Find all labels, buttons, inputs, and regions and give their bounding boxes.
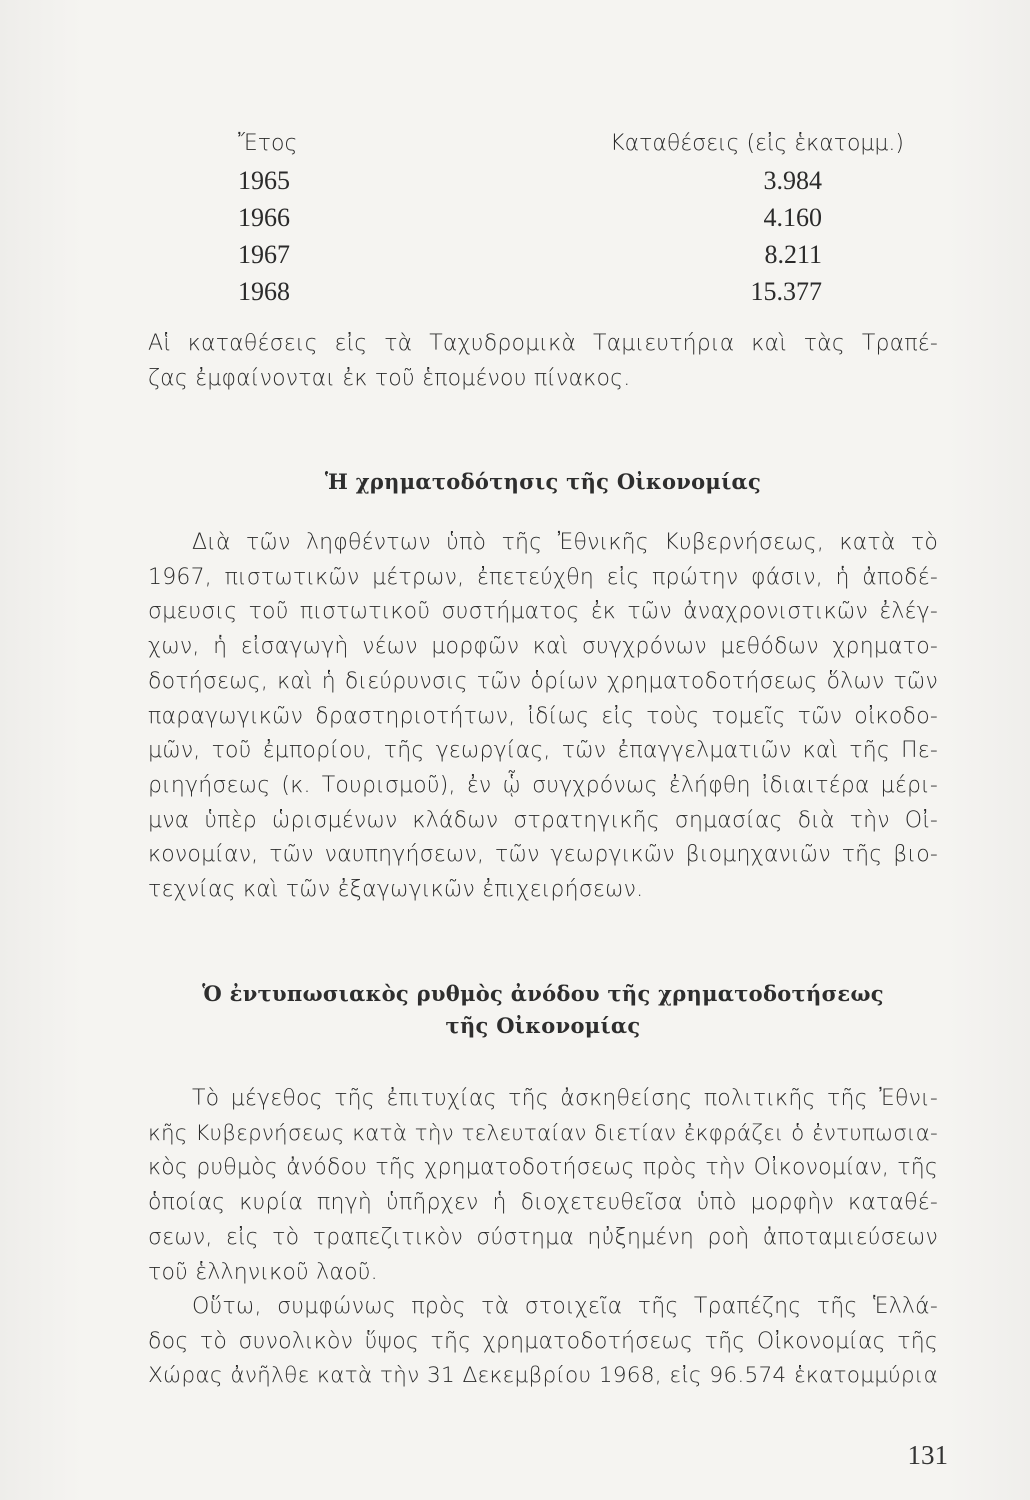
row-value: 8.211 <box>764 240 822 269</box>
table-header <box>238 125 904 162</box>
table-row <box>238 273 898 310</box>
row-year: 1968 <box>238 277 290 306</box>
section-heading-growth <box>148 978 938 1042</box>
text-line: σμευσις τοῦ πιστωτικοῦ συστήματος ἐκ τῶν ἀναχρονιστικῶν ἐλέγ- <box>148 599 938 625</box>
text-line: κῆς Κυβερνήσεως κατὰ τὴν τελευταίαν διετίαν ἐκφράζει ὁ ἐντυπωσια- <box>148 1120 938 1146</box>
text-line: δοτήσεως, καὶ ἡ διεύρυνσις τῶν ὁρίων χρηματοδοτήσεως ὅλων τῶν <box>148 668 938 694</box>
row-year: 1966 <box>238 203 290 232</box>
deposits-table <box>238 125 904 310</box>
text-line: κὸς ρυθμὸς ἀνόδου τῆς χρηματοδοτήσεως πρὸς τὴν Οἰκονομίαν, τῆς <box>148 1155 938 1181</box>
row-year: 1965 <box>238 166 290 195</box>
growth-paragraph-2 <box>148 1290 938 1394</box>
text-line: ὁποίας κυρία πηγὴ ὑπῆρχεν ἡ διοχετευθεῖσα ὑπὸ μορφὴν καταθέ- <box>148 1190 938 1216</box>
table-row <box>238 162 898 199</box>
page-number: 131 <box>907 1440 948 1470</box>
text-line: κονομίαν, τῶν ναυπηγήσεων, τῶν γεωργικῶν βιομηχανιῶν τῆς βιο- <box>148 842 938 868</box>
text-line: ριηγήσεως (κ. Τουρισμοῦ), ἐν ᾧ συγχρόνως ἐλήφθη ἰδιαιτέρα μέρι- <box>148 772 938 798</box>
row-value: 4.160 <box>763 203 822 232</box>
heading-line: τῆς Οἰκονομίας <box>445 1013 641 1038</box>
text-line: παραγωγικῶν δραστηριοτήτων, ἰδίως εἰς τοὺς τομεῖς τῶν οἰκοδο- <box>148 703 938 729</box>
text-line: σεων, εἰς τὸ τραπεζιτικὸν σύστημα ηὐξημένη ροὴ ἀποταμιεύσεων <box>148 1224 938 1250</box>
text-line: ζας ἐμφαίνονται ἐκ τοῦ ἑπομένου πίνακος. <box>148 365 631 391</box>
row-year: 1967 <box>238 240 290 269</box>
column-header-deposits: Καταθέσεις (εἰς ἑκατομμ.) <box>610 131 904 156</box>
financing-paragraph <box>148 526 938 908</box>
text-line: τεχνίας καὶ τῶν ἐξαγωγικῶν ἐπιχειρήσεων. <box>148 877 644 903</box>
text-line: μῶν, τοῦ ἐμπορίου, τῆς γεωργίας, τῶν ἐπαγγελματιῶν καὶ τῆς Πε- <box>148 738 938 764</box>
column-header-year: Ἔτος <box>238 131 298 156</box>
text-line: Τὸ μέγεθος τῆς ἐπιτυχίας τῆς ἀσκηθείσης πολιτικῆς τῆς Ἐθνι- <box>192 1086 938 1111</box>
text-line: μνα ὑπὲρ ὡρισμένων κλάδων στρατηγικῆς σημασίας διὰ τὴν Οἰ- <box>148 807 938 833</box>
text-line: τοῦ ἑλληνικοῦ λαοῦ. <box>148 1259 378 1285</box>
text-line: Διὰ τῶν ληφθέντων ὑπὸ τῆς Ἐθνικῆς Κυβερνήσεως, κατὰ τὸ <box>192 530 938 555</box>
text-line: δος τὸ συνολικὸν ὕψος τῆς χρηματοδοτήσεως τῆς Οἰκονομίας τῆς <box>148 1328 938 1354</box>
table-row <box>238 199 898 236</box>
text-line: 1967, πιστωτικῶν μέτρων, ἐπετεύχθη εἰς πρώτην φάσιν, ἡ ἀποδέ- <box>148 564 938 590</box>
heading-line: Ὁ ἐντυπωσιακὸς ρυθμὸς ἀνόδου τῆς χρηματοδοτήσεως <box>202 981 884 1006</box>
table-row <box>238 236 898 273</box>
section-heading-financing: Ἡ χρηματοδότησις τῆς Οἰκονομίας <box>324 469 762 494</box>
text-line: Οὕτω, συμφώνως πρὸς τὰ στοιχεῖα τῆς Τραπέζης τῆς Ἑλλά- <box>192 1294 938 1319</box>
text-line: χων, ἡ εἰσαγωγὴ νέων μορφῶν καὶ συγχρόνων μεθόδων χρηματο- <box>148 634 938 660</box>
row-value: 3.984 <box>763 166 822 195</box>
text-line: Χώρας ἀνῆλθε κατὰ τὴν 31 Δεκεμβρίου 1968, εἰς 96.574 ἑκατομμύρια <box>148 1363 938 1389</box>
intro-paragraph <box>148 327 938 396</box>
row-value: 15.377 <box>750 277 822 306</box>
text-line: Αἱ καταθέσεις εἰς τὰ Ταχυδρομικὰ Ταμιευτήρια καὶ τὰς Τραπέ- <box>148 331 938 356</box>
growth-paragraph-1 <box>148 1082 938 1290</box>
